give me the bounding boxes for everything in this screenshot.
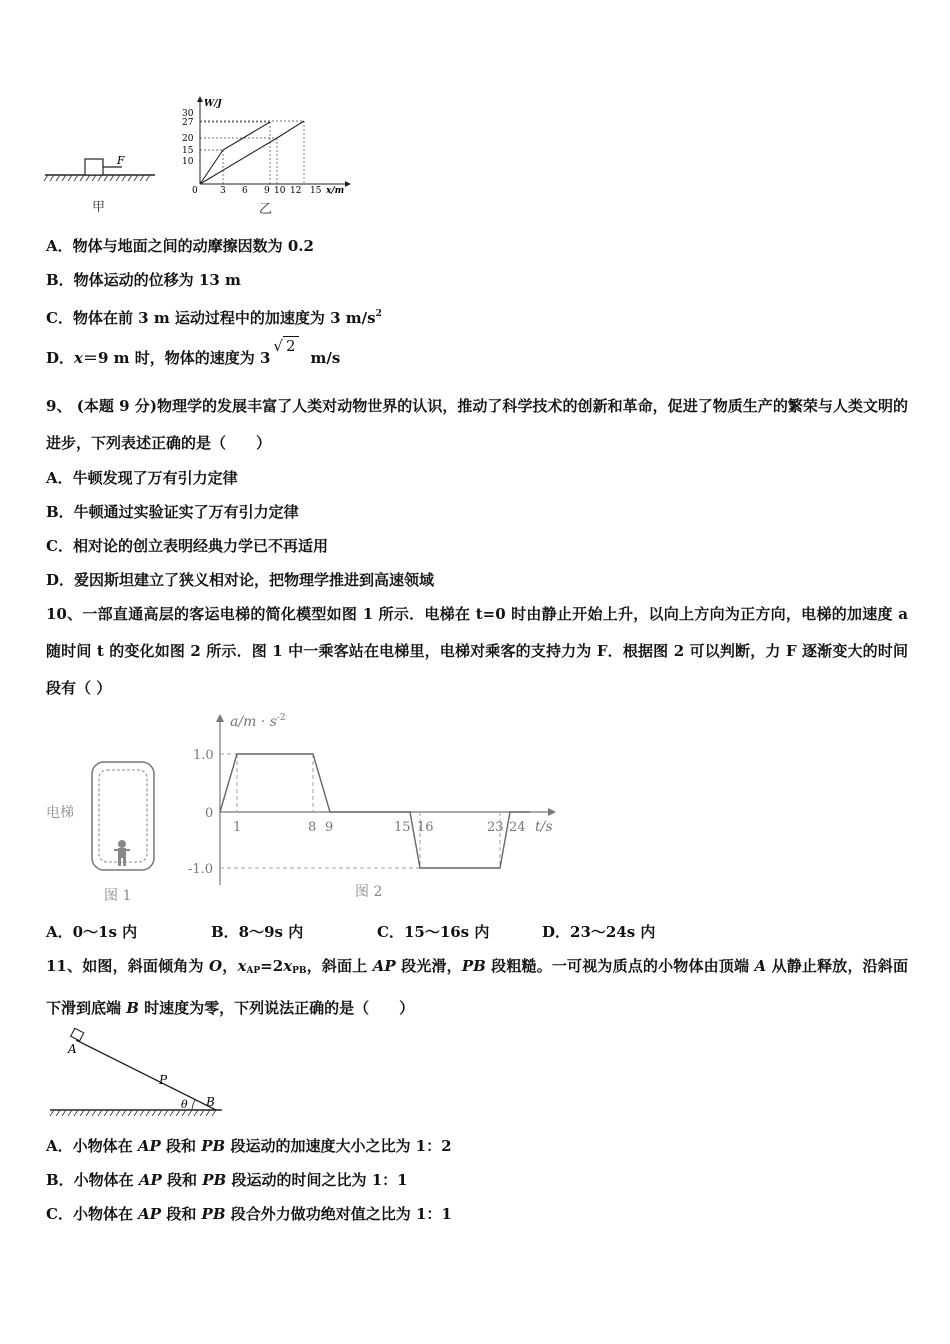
figure1-caption: 图 1 <box>104 888 132 904</box>
incline-figure <box>46 1026 226 1118</box>
figure-yi-caption: 乙 <box>259 202 273 217</box>
figure-jia <box>40 145 160 195</box>
acceleration-curve <box>220 754 530 868</box>
at-graph <box>185 710 565 900</box>
y-axis-label: W/J <box>204 99 222 109</box>
x-tick: 23 <box>487 820 504 835</box>
q8-option-a: A．物体与地面之间的动摩擦因数为 0.2 <box>46 237 314 255</box>
incline-surface <box>76 1040 216 1110</box>
q8-option-c <box>46 304 382 328</box>
q11-option-a: A．小物体在 AP 段和 PB 段运动的加速度大小之比为 1：2 <box>46 1137 452 1155</box>
q9-stem: 9、 (本题 9 分)物理学的发展丰富了人类对动物世界的认识，推动了科学技术的创新和革命，促进了物质生产的繁荣与人类文明的进步，下列表述正确的是（ ） <box>46 397 908 452</box>
q8-option-d <box>46 337 341 368</box>
q10-option-c: C．15～16s 内 <box>377 923 490 941</box>
y-tick: 27 <box>182 118 194 128</box>
y-tick: 30 <box>182 109 194 119</box>
point-a-label: A <box>68 1042 77 1056</box>
q8-option-d-prefix: D． <box>46 349 75 367</box>
q10-stem: 10、一部直通高层的客运电梯的简化模型如图 1 所示．电梯在 t=0 时由静止开始上升，以向上方向为正方向，电梯的加速度 a 随时间 t 的变化如图 2 所示．图 1 中一乘客站在电梯里，电梯对乘客的支持力为 F．根据图 2 可以判断，力 F 逐渐变大的时间段有（ ） <box>46 605 908 697</box>
q10-option-d: D．23～24s 内 <box>542 923 656 941</box>
q8-option-d-var: x <box>74 349 83 367</box>
y-tick: -1.0 <box>188 862 214 877</box>
origin-label: 0 <box>192 186 198 196</box>
q8-option-c-sup: 2 <box>375 309 382 319</box>
x-tick: 1 <box>233 820 242 835</box>
theta-label: θ <box>181 1098 188 1111</box>
y-tick: 20 <box>182 134 194 144</box>
q8-option-d-unit: m/s <box>310 349 341 367</box>
q8-option-c-text: C．物体在前 3 m 运动过程中的加速度为 3 m/s <box>46 309 376 327</box>
y-tick: 10 <box>182 157 194 167</box>
x-tick: 16 <box>417 820 434 835</box>
force-label: F <box>117 154 125 167</box>
q11-option-c: C．小物体在 AP 段和 PB 段合外力做功绝对值之比为 1：1 <box>46 1205 452 1223</box>
figure-jia-caption: 甲 <box>92 200 106 215</box>
x-tick: 24 <box>509 820 526 835</box>
small-block <box>71 1028 84 1041</box>
curve-lower <box>200 121 304 184</box>
x-tick: 9 <box>264 186 270 196</box>
elevator-figure <box>88 758 160 876</box>
q9-option-d: D．爱因斯坦建立了狭义相对论，把物理学推进到高速领域 <box>46 571 435 589</box>
x-tick: 3 <box>220 186 226 196</box>
q8-option-b: B．物体运动的位移为 13 m <box>46 271 241 289</box>
x-axis-label: x/m <box>326 186 345 196</box>
q9-option-b: B．牛顿通过实验证实了万有引力定律 <box>46 503 299 521</box>
x-tick: 10 <box>274 186 286 196</box>
figure2-caption: 图 2 <box>355 884 383 900</box>
figure-yi-graph <box>180 96 355 200</box>
point-p-label: P <box>159 1073 168 1087</box>
x-tick: 15 <box>394 820 411 835</box>
q11-option-b: B．小物体在 AP 段和 PB 段运动的时间之比为 1：1 <box>46 1171 408 1189</box>
q10-option-b: B．8～9s 内 <box>211 923 304 941</box>
x-axis-label: t/s <box>535 819 553 835</box>
sqrt-radicand: 2 <box>283 336 299 355</box>
y-tick: 1.0 <box>193 748 214 763</box>
y-axis-label: $a/m \cdot s^{-2}$ <box>230 713 286 730</box>
curve-upper <box>200 122 270 184</box>
x-tick: 15 <box>310 186 322 196</box>
sqrt-expression: √ 2 <box>273 336 298 356</box>
block <box>85 159 103 175</box>
q9-option-c: C．相对论的创立表明经典力学已不再适用 <box>46 537 328 555</box>
y-tick: 15 <box>182 146 194 156</box>
y-tick: 0 <box>205 806 214 821</box>
q10-option-a: A．0～1s 内 <box>46 923 138 941</box>
x-tick: 6 <box>242 186 248 196</box>
q8-option-d-mid: ＝9 m 时，物体的速度为 3 <box>82 349 271 367</box>
x-tick: 9 <box>325 820 334 835</box>
elevator-label: 电梯 <box>46 805 74 821</box>
q9-option-a: A．牛顿发现了万有引力定律 <box>46 469 238 487</box>
point-b-label: B <box>206 1095 215 1109</box>
x-tick: 12 <box>290 186 302 196</box>
x-tick: 8 <box>308 820 317 835</box>
q11-stem: 11、如图，斜面倾角为 O，$x_{AP}=2x_{PB}$，斜面上 AP 段光滑，PB 段粗糙。一可视为质点的小物体由顶端 A 从静止释放，沿斜面下滑到底端 B 时速度为零，下列说法正确的是（ ） <box>46 957 908 1017</box>
